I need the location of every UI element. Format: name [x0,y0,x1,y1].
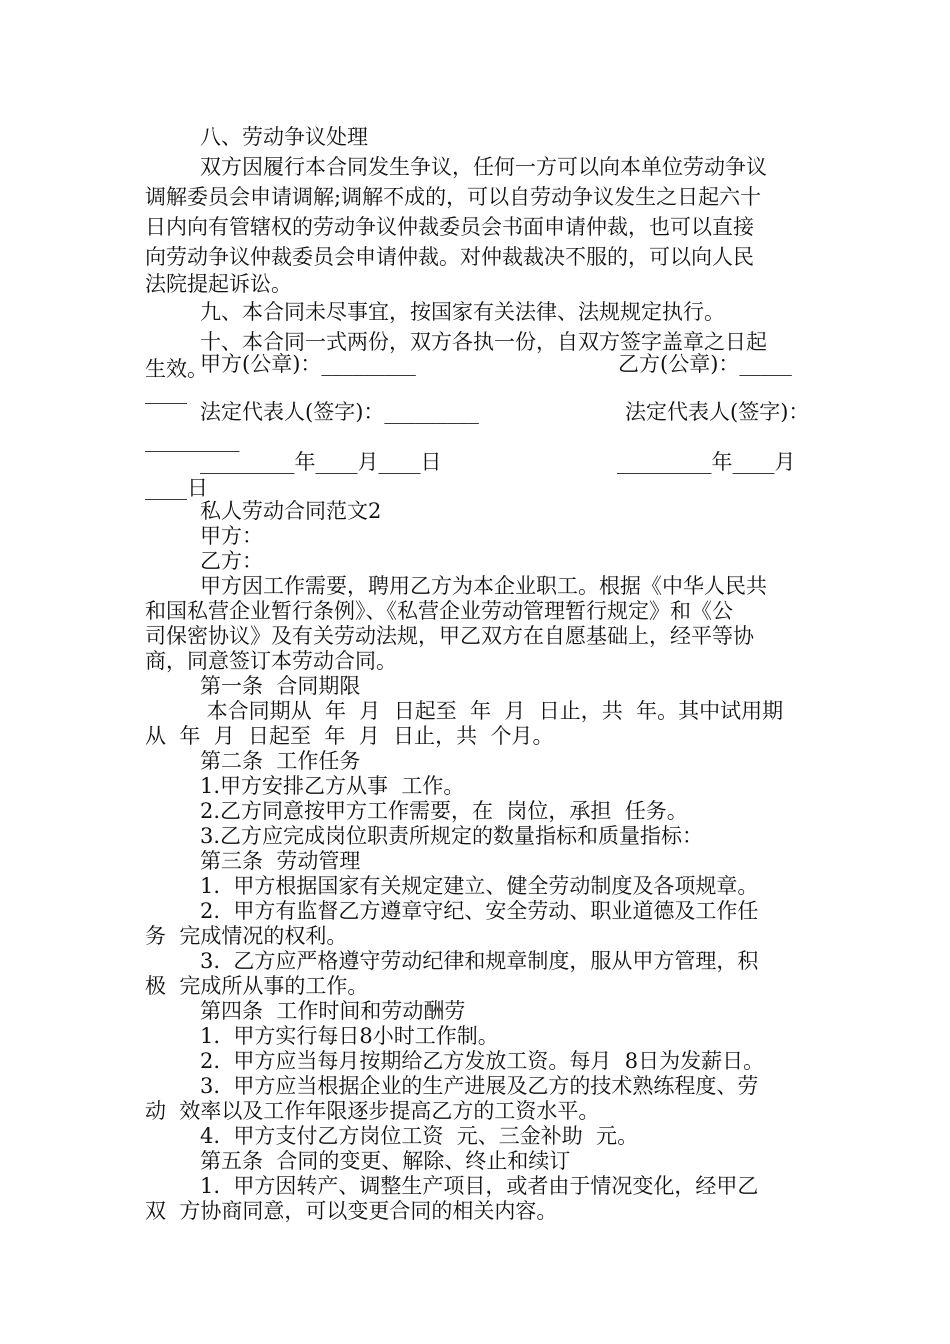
article-heading-1: 第一条 合同期限 [200,674,361,698]
party-a-representative-line: 法定代表人(签字)：_________ [200,400,479,424]
paragraph-line: 商，同意签订本劳动合同。 [145,649,397,673]
party-b-date-line: _________年____月 [617,450,796,474]
list-item-continuation: 务 完成情况的权利。 [145,924,348,948]
list-item: 3.乙方应完成岗位职责所规定的数量指标和质量指标： [200,824,704,848]
paragraph-line: 法院提起诉讼。 [145,272,292,296]
list-item: 2.乙方同意按甲方工作需要，在 岗位，承担 任务。 [200,799,688,823]
list-item: 2. 甲方应当每月按期给乙方发放工资。每月 8日为发薪日。 [200,1049,765,1073]
paragraph-line: 日内向有管辖权的劳动争议仲裁委员会书面申请仲裁，也可以直接 [145,215,754,239]
article-heading-2: 第二条 工作任务 [200,749,361,773]
party-b-label: 乙方： [200,549,263,573]
paragraph-line: 生效。 [145,357,208,381]
list-item-continuation: 双 方协商同意，可以变更合同的相关内容。 [145,1199,558,1223]
party-b-representative-continuation: _________ [145,428,240,452]
list-item: 1. 甲方根据国家有关规定建立、健全劳动制度及各项规章。 [200,874,759,898]
party-a-seal-line: 甲方(公章)：_________ [200,352,416,376]
section-heading-8: 八、劳动争议处理 [200,125,368,149]
document-title: 私人劳动合同范文2 [200,499,382,523]
party-b-date-continuation: ____日 [145,476,208,500]
list-item: 4. 甲方支付乙方岗位工资 元、三金补助 元。 [200,1124,639,1148]
paragraph-line: 和国私营企业暂行条例》、《私营企业劳动管理暂行规定》和《公 [145,599,733,623]
paragraph-line: 向劳动争议仲裁委员会申请仲裁。对仲裁裁决不服的，可以向人民 [145,245,754,269]
paragraph-line: 调解委员会申请调解;调解不成的，可以自劳动争议发生之日起六十 [145,185,762,209]
list-item: 3. 甲方应当根据企业的生产进展及乙方的技术熟练程度、劳 [200,1074,759,1098]
list-item: 1.甲方安排乙方从事 工作。 [200,774,465,798]
section-heading-10: 十、本合同一式两份，双方各执一份，自双方签字盖章之日起 [200,330,767,354]
section-heading-9: 九、本合同未尽事宜，按国家有关法律、法规规定执行。 [200,300,725,324]
paragraph-line: 从 年 月 日起至 年 月 日止，共 个月。 [145,724,554,748]
list-item: 3. 乙方应严格遵守劳动纪律和规章制度，服从甲方管理，积 [200,949,759,973]
party-b-seal-line: 乙方(公章)：_____ [618,352,792,376]
party-b-representative-line: 法定代表人(签字)： [625,400,810,424]
list-item: 2. 甲方有监督乙方遵章守纪、安全劳动、职业道德及工作任 [200,899,759,923]
paragraph-line: 司保密协议》及有关劳动法规，甲乙双方在自愿基础上，经平等协 [145,624,754,648]
party-a-date-line: _________年____月____日 [200,450,442,474]
list-item-continuation: 动 效率以及工作年限逐步提高乙方的工资水平。 [145,1099,600,1123]
list-item: 1. 甲方实行每日8小时工作制。 [200,1024,499,1048]
article-heading-4: 第四条 工作时间和劳动酬劳 [200,999,466,1023]
party-b-seal-continuation: ____ [145,380,187,404]
article-heading-5: 第五条 合同的变更、解除、终止和续订 [200,1149,571,1173]
paragraph-line: 双方因履行本合同发生争议，任何一方可以向本单位劳动争议 [200,155,767,179]
paragraph-line: 本合同期从 年 月 日起至 年 月 日止，共 年。其中试用期 [200,699,784,723]
list-item: 1. 甲方因转产、调整生产项目，或者由于情况变化，经甲乙 [200,1174,759,1198]
list-item-continuation: 极 完成所从事的工作。 [145,974,369,998]
party-a-label: 甲方： [200,524,263,548]
paragraph-line: 甲方因工作需要，聘用乙方为本企业职工。根据《中华人民共 [200,574,767,598]
article-heading-3: 第三条 劳动管理 [200,849,361,873]
